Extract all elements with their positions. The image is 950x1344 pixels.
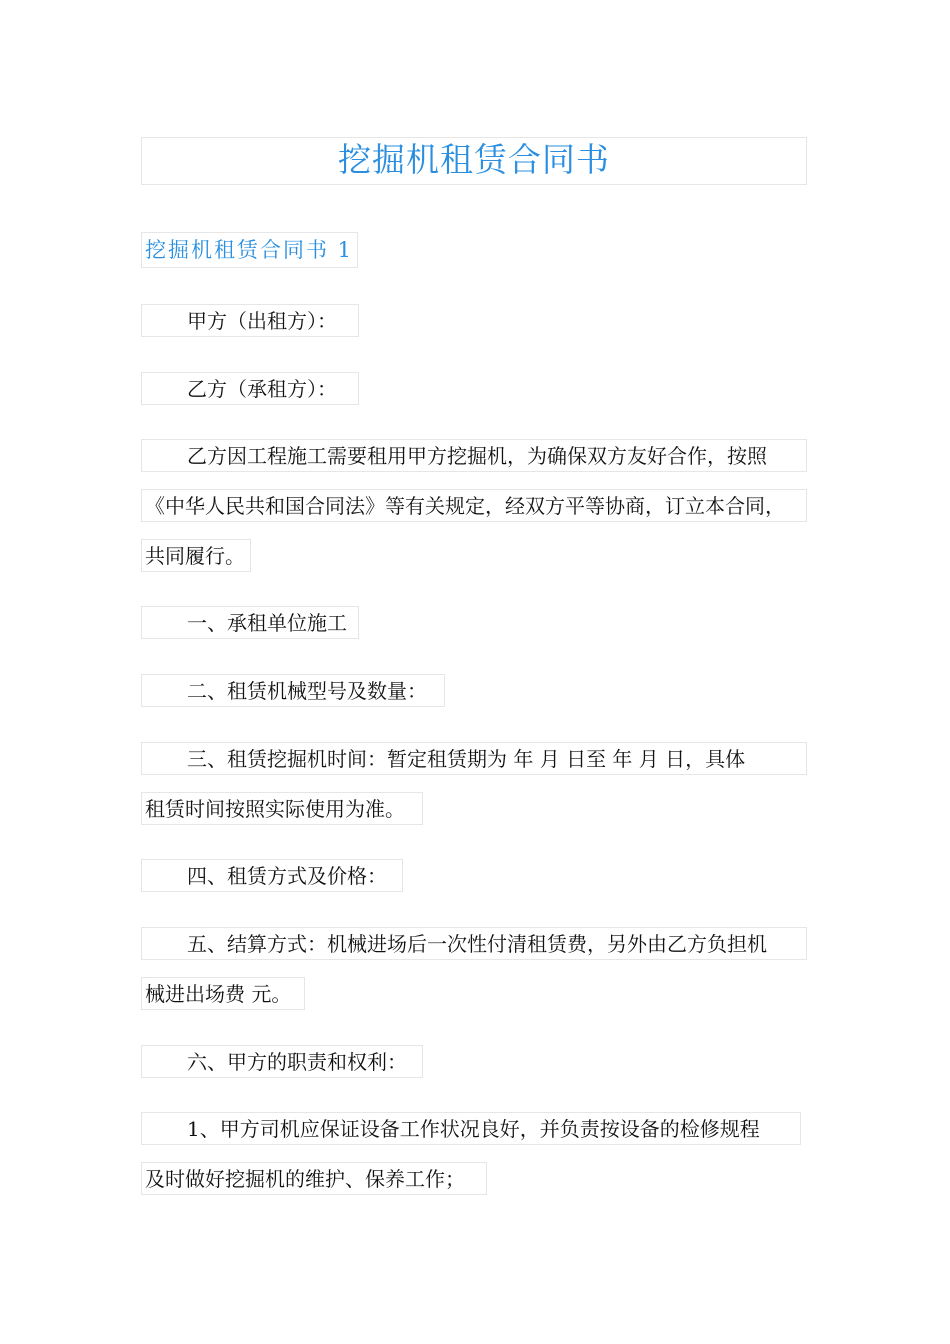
text-line: 乙方（承租方）：: [141, 372, 359, 405]
text-line: 乙方因工程施工需要租用甲方挖掘机，为确保双方友好合作，按照: [141, 439, 807, 472]
text-line: 《中华人民共和国合同法》等有关规定，经双方平等协商，订立本合同，: [141, 489, 807, 522]
paragraph-clause-5: [141, 927, 807, 1027]
page-title: 挖掘机租赁合同书: [141, 137, 807, 185]
text-line: 三、租赁挖掘机时间：暂定租赁期为 年 月 日至 年 月 日，具体: [141, 742, 807, 775]
paragraph-clause-2: [141, 674, 445, 724]
paragraph-preamble: [141, 439, 807, 589]
paragraph-clause-6: [141, 1045, 423, 1095]
section-heading: 挖掘机租赁合同书 1: [141, 232, 358, 268]
paragraph-party-b: [141, 372, 359, 422]
paragraph-clause-4: [141, 859, 403, 909]
text-line: 四、租赁方式及价格：: [141, 859, 403, 892]
paragraph-party-a: [141, 304, 359, 354]
paragraph-clause-1: [141, 606, 359, 656]
text-line: 五、结算方式：机械进场后一次性付清租赁费，另外由乙方负担机: [141, 927, 807, 960]
text-line: 甲方（出租方）：: [141, 304, 359, 337]
text-line: 共同履行。: [141, 539, 251, 572]
paragraph-clause-6-1: [141, 1112, 801, 1212]
text-line: 租赁时间按照实际使用为准。: [141, 792, 423, 825]
text-line: 六、甲方的职责和权利：: [141, 1045, 423, 1078]
text-line: 及时做好挖掘机的维护、保养工作；: [141, 1162, 487, 1195]
text-line: 一、承租单位施工: [141, 606, 359, 639]
text-line: 二、租赁机械型号及数量：: [141, 674, 445, 707]
text-line: 1、甲方司机应保证设备工作状况良好，并负责按设备的检修规程: [141, 1112, 801, 1145]
paragraph-clause-3: [141, 742, 807, 842]
text-line: 械进出场费 元。: [141, 977, 305, 1010]
